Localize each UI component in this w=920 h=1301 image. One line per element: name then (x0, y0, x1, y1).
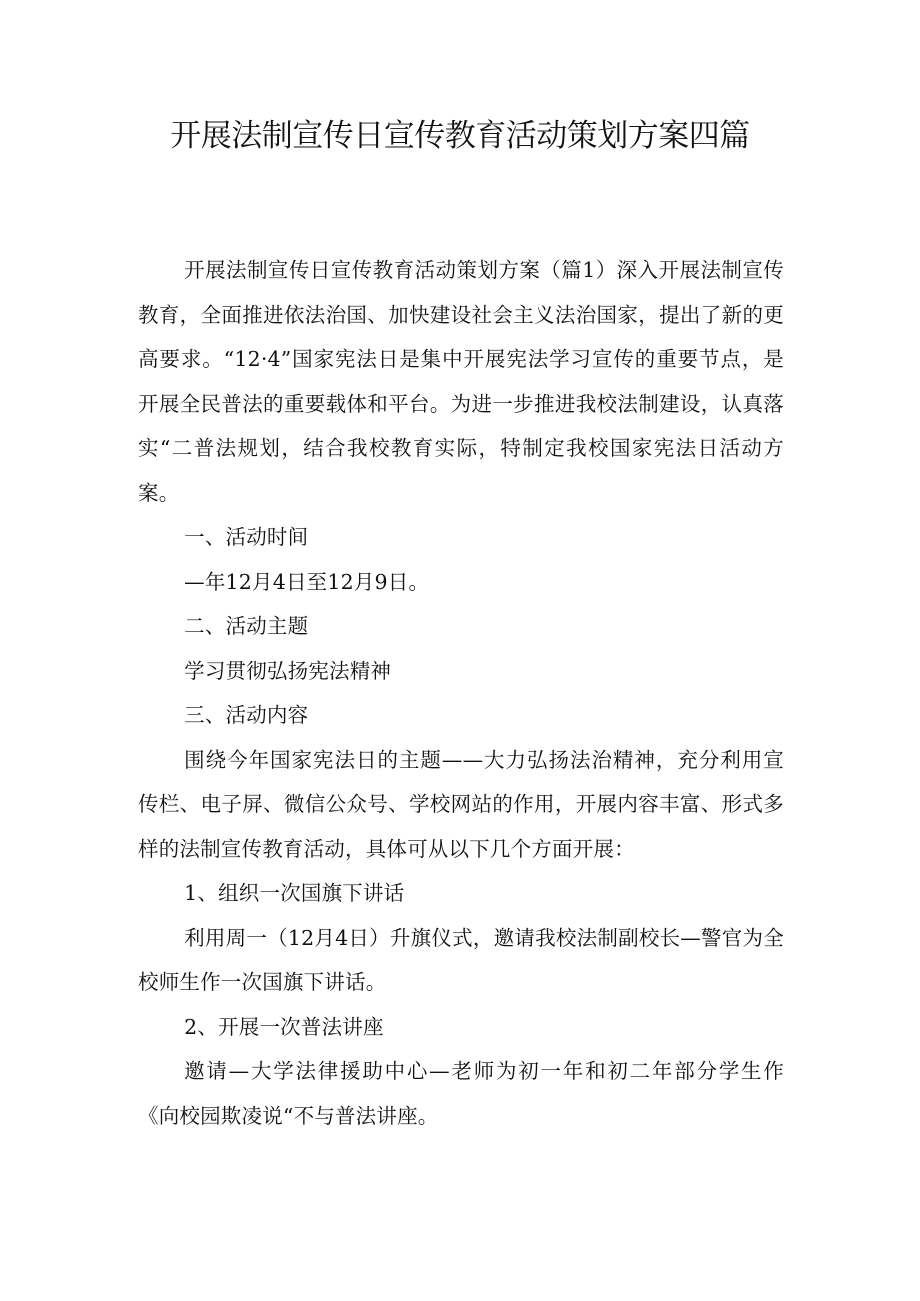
section-heading-content: 三、活动内容 (184, 703, 309, 727)
section-heading-time: 一、活动时间 (184, 525, 309, 549)
flag-speech-paragraph: 利用周一（12月4日）升旗仪式，邀请我校法制副校长—警官为全校师生作一次国旗下讲话。 (138, 925, 784, 994)
activity-time-text: —年12月4日至12月9日。 (184, 569, 430, 594)
activity-theme-text: 学习贯彻弘扬宪法精神 (184, 658, 392, 683)
law-lecture-paragraph: 邀请—大学法律援助中心—老师为初一年和初二年部分学生作《向校园欺凌说“不与普法讲座。 (138, 1059, 784, 1128)
document-title: 开展法制宣传日宣传教育活动策划方案四篇 (170, 118, 750, 154)
section-heading-theme: 二、活动主题 (184, 614, 309, 638)
subheading-flag-speech: 1、组织一次国旗下讲话 (184, 881, 405, 905)
document-body (138, 248, 784, 1138)
activity-content-paragraph: 围绕今年国家宪法日的主题——大力弘扬法治精神，充分利用宣传栏、电子屏、微信公众号、学校网站的作用，开展内容丰富、形式多样的法制宣传教育活动，具体可从以下几个方面开展： (138, 747, 784, 861)
intro-paragraph: 开展法制宣传日宣传教育活动策划方案（篇1）深入开展法制宣传教育，全面推进依法治国、加快建设社会主义法治国家，提出了新的更高要求。“12·4”国家宪法日是集中开展宪法学习宣传的重要节点，是开展全民普法的重要载体和平台。为进一步推进我校法制建设，认真落实“二普法规划，结合我校教育实际，特制定我校国家宪法日活动方案。 (138, 258, 784, 505)
subheading-law-lecture: 2、开展一次普法讲座 (184, 1014, 384, 1039)
